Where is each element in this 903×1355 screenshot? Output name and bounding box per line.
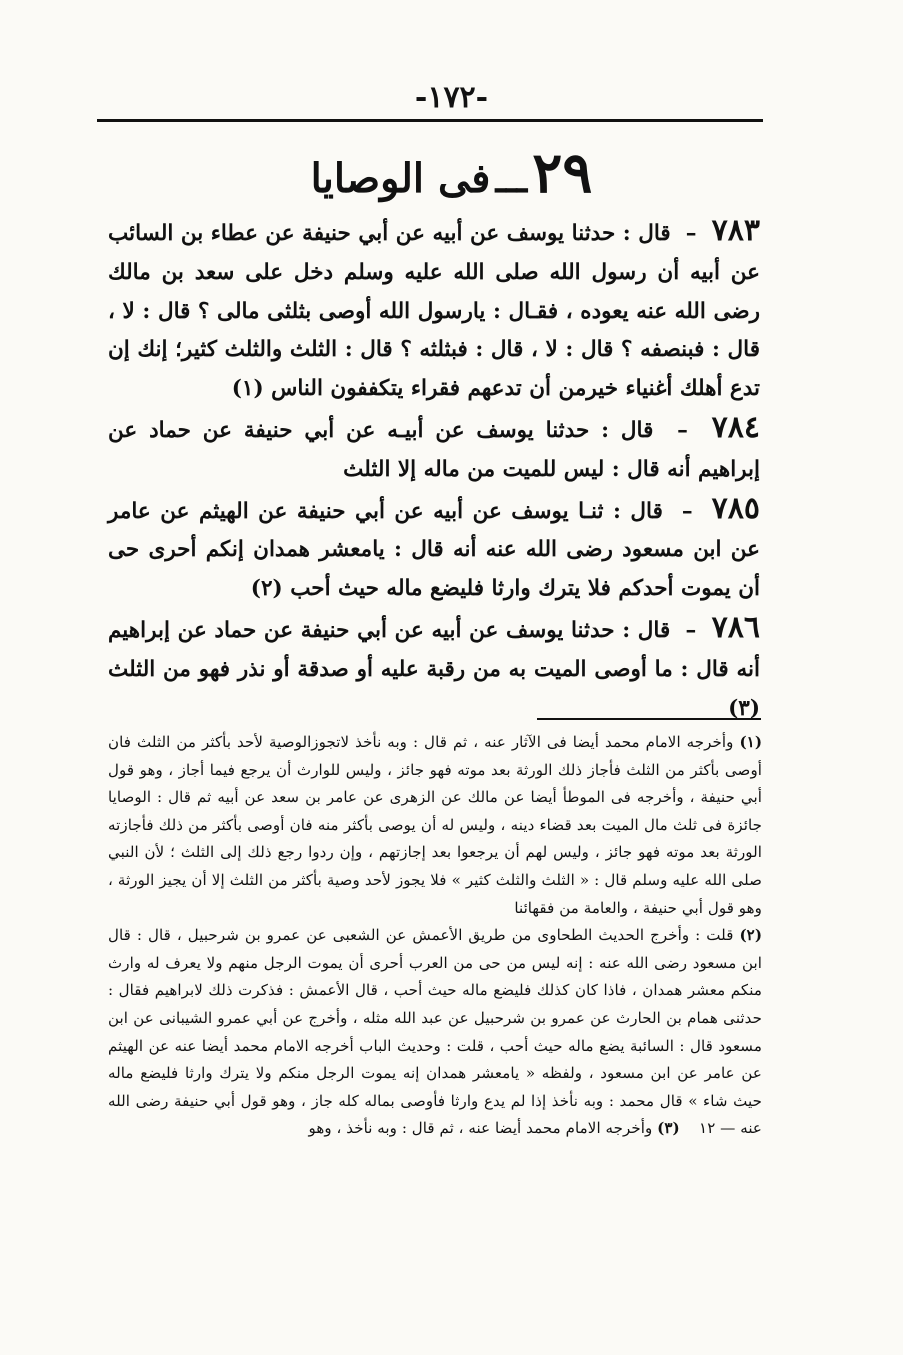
footnote-marker: (١) bbox=[739, 733, 762, 751]
main-text bbox=[108, 212, 760, 728]
footnote-marker: (٣) bbox=[657, 1119, 680, 1138]
hadith-784 bbox=[108, 409, 760, 490]
hadith-783 bbox=[108, 212, 760, 409]
hadith-dash: – bbox=[678, 221, 705, 246]
page-number: -١٧٢- bbox=[414, 80, 489, 115]
hadith-text: قال : حدثنا يوسف عن أبيـه عن أبي حنيفة عن حماد عن إبراهيم أنه قال : ليس للميت من ماله إلا الثلث bbox=[108, 417, 760, 482]
hadith-dash: – bbox=[665, 417, 700, 443]
hadith-dash: – bbox=[677, 617, 704, 643]
hadith-785 bbox=[108, 490, 760, 609]
hadith-number: ٧٨٦ bbox=[711, 609, 760, 645]
hadith-text: قال : حدثنا يوسف عن أبيه عن أبي حنيفة عن عطاء بن السائب عن أبيه أن رسول الله صلى الله عليه وسلم دخل على سعد بن مالك رضى الله عنه يعوده ، فقـال : يارسول الله أوصى بثلثى مالى ؟ قال : لا ، قال : فبنصفه ؟ قال : لا ، قال : فبثلثه ؟ قال : الثلث والثلث كثير؛ إنك إن تدع أهلك أغنياء خيرمن أن تدعهم فقراء يتكففون الناس (١) bbox=[108, 221, 760, 402]
footnote-1 bbox=[108, 729, 762, 922]
footnote-rule bbox=[537, 718, 761, 720]
footnote-2 bbox=[108, 922, 762, 1143]
chapter-separator: ـــ bbox=[495, 159, 528, 201]
footnote-text: وأخرجه الامام محمد أيضا فى الآثار عنه ، ثم قال : وبه نأخذ لاتجوزالوصية لأحد بأكثر من الثلث فان أوصى بأكثر من الثلث فأجاز ذلك الورثة بعد موته فهو جائز ، وليس للوارث أن يرجع فيما أجاز ، وهو قول أبي حنيفة ، وأخرجه فى الموطأ أيضا عن مالك عن الزهرى عن عامر بن سعد عن أبيه ثم قال : الوصايا جائزة فى ثلث مال الميت بعد قضاء دينه ، وليس له أن يوصى بأكثر منه فان أوصى بأكثر من ذلك فأجازته الورثة بعد موته فهو جائز ، وليس لهم أن يرجعوا بعد إجازتهم ، وإن ردوا رجع ذلك إلى الثلث ؛ لأن النبي صلى الله عليه وسلم قال : « الثلث والثلث كثير » فلا يجوز لأحد وصية بأكثر من الثلث إلا أن يجيز الورثة ، وهو قول أبي حنيفة ، والعامة من فقهائنا bbox=[108, 733, 762, 917]
footnote-marker: (٢) bbox=[739, 926, 762, 945]
footnote-text: قلت : وأخرج الحديث الطحاوى من طريق الأعمش عن الشعبى عن عمرو بن شرحبيل ، قال : قال ابن مسعود رضى الله عنه : إنه ليس من حى من العرب أحرى أن يموت الرجل منهم ولا يعرف له وارث منكم معشر همدان ، فاذا كان كذلك فليضع ماله حيث أحب ، قال الأعمش : فذكرت ذلك لابراهيم فقال : حدثنى همام بن الحارث عن عمرو بن شرحبيل عن عبد الله مثله ، وأخرج عن أبي عمرو الشيبانى عن ابن مسعود قال : السائبة يضع ماله حيث أحب ، قلت : وحديث الباب أخرجه الامام محمد أيضا عنه عن الهيثم عن عامر عن ابن مسعود ، ولفظه « يامعشر همدان إنه يموت الرجل منكم ولا يترك وارثا فليضع ماله حيث شاء » قال محمد : وبه نأخذ إذا لم يدع وارثا فأوصى بماله كله جاز ، وهو قول أبي حنيفة رضى الله عنه — ١٢ bbox=[108, 926, 762, 1138]
chapter-number: ٢٩ bbox=[532, 140, 593, 206]
hadith-text: قال : ثنـا يوسف عن أبيه عن أبي حنيفة عن الهيثم عن عامر عن ابن مسعود رضى الله عنه أنه قال : يامعشر همدان إنكم أحرى حى أن يموت أحدكم فلا يترك وارثا فليضع ماله حيث أحب (٢) bbox=[108, 498, 760, 602]
hadith-number: ٧٨٤ bbox=[711, 409, 760, 445]
chapter-title bbox=[0, 138, 903, 222]
hadith-text: قال : حدثنا يوسف عن أبيه عن أبي حنيفة عن حماد عن إبراهيم أنه قال : ما أوصى الميت به من رقبة عليه أو صدقة أو نذر فهو من الثلث (٣) bbox=[108, 617, 760, 721]
hadith-786 bbox=[108, 609, 760, 728]
footnote-text: وأخرجه الامام محمد أيضا عنه ، ثم قال : وبه نأخذ ، وهو bbox=[308, 1119, 653, 1138]
footnotes bbox=[108, 729, 762, 1143]
hadith-number: ٧٨٥ bbox=[711, 490, 760, 526]
header-rule bbox=[97, 119, 763, 122]
hadith-number: ٧٨٣ bbox=[711, 213, 760, 248]
chapter-name: فى الوصايا bbox=[310, 155, 491, 202]
hadith-dash: – bbox=[672, 498, 703, 524]
